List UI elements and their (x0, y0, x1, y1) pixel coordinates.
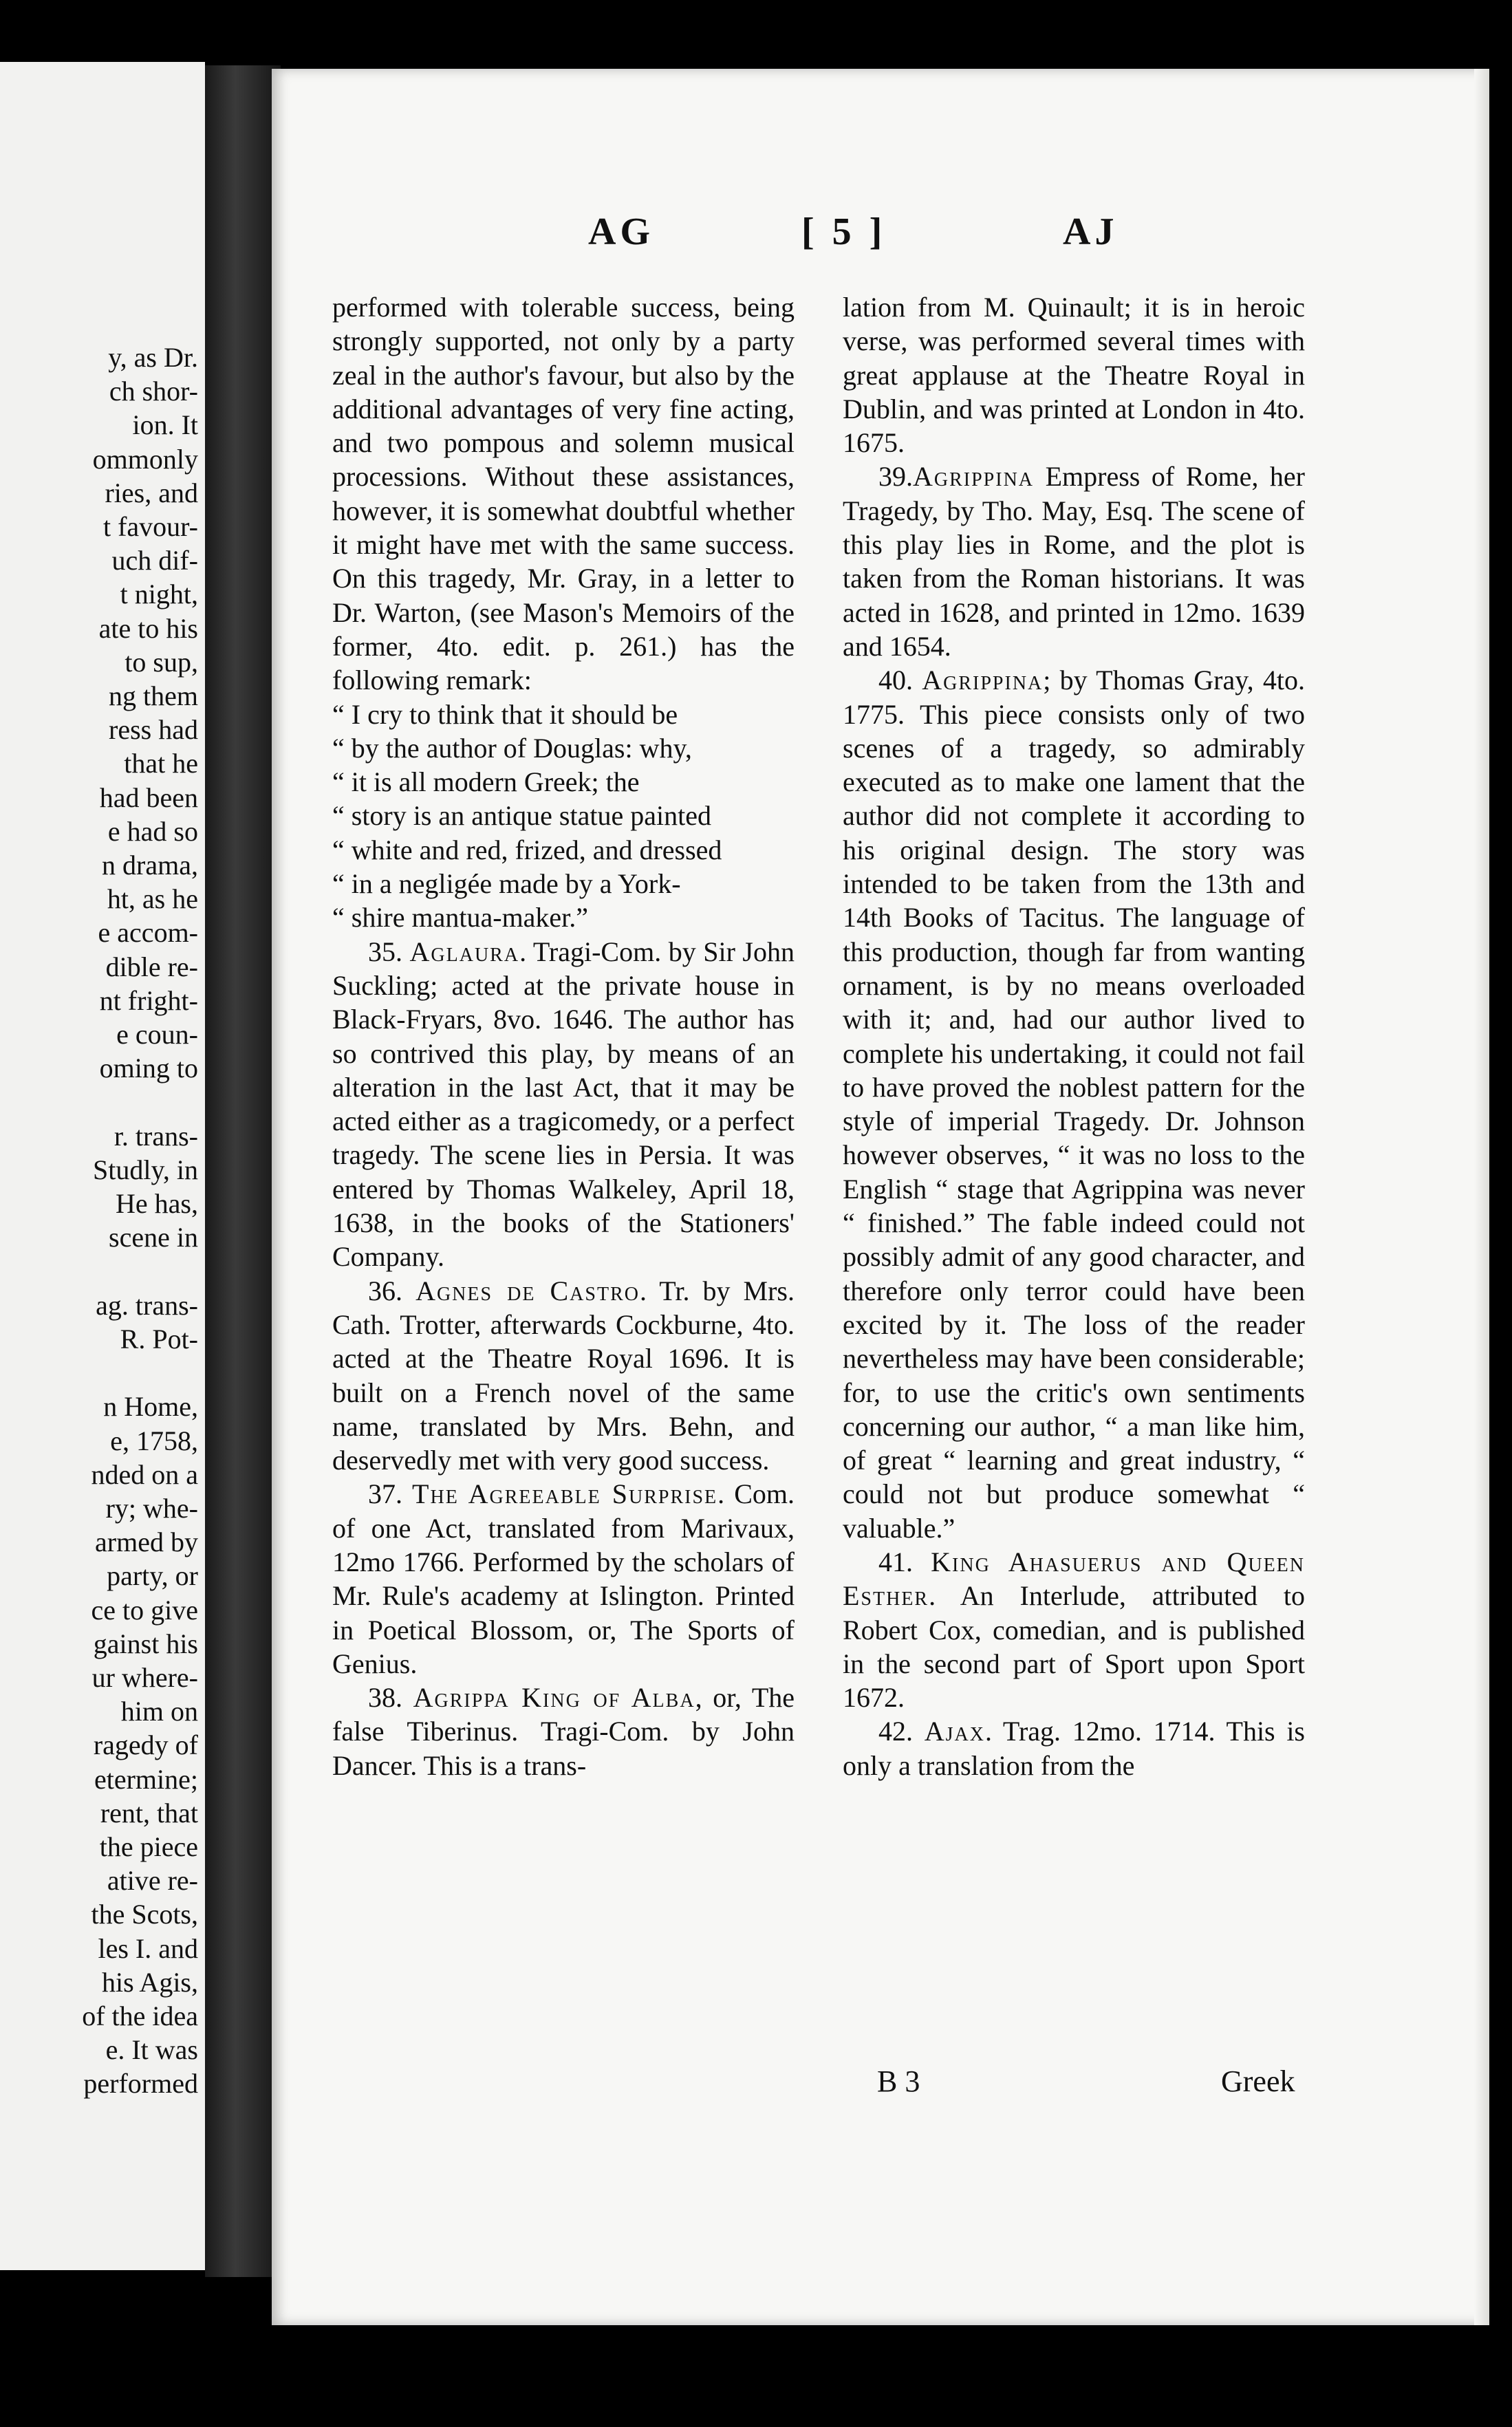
left-page-line: e coun- (116, 1019, 198, 1050)
entry-title: King Ahasuerus and Queen Esther (843, 1546, 1305, 1612)
left-page-line: his Agis, (101, 1966, 198, 1998)
left-page-line: Studly, in (93, 1154, 198, 1185)
page-edge (1474, 69, 1489, 2325)
left-page-line: ion. It (132, 409, 198, 441)
quote-line: “ in a negligée made by a York- (332, 868, 681, 900)
left-page-line: ate to his (98, 612, 198, 644)
left-page-line: les I. and (98, 1932, 198, 1964)
running-head-right: AJ (1063, 211, 1119, 253)
left-page-line: rent, that (100, 1797, 198, 1829)
book-gutter (205, 65, 281, 2277)
left-page-line: ch shor- (109, 376, 198, 407)
left-page-line: ress had (109, 714, 198, 746)
left-page-text (0, 341, 198, 2101)
quote-line: “ white and red, frized, and dressed (332, 834, 722, 865)
catchword: Greek (1221, 2064, 1295, 2098)
left-page-line: ommonly (92, 443, 198, 475)
entry-40: 40. Agrippina; by Thomas Gray, 4to. 1775. This piece consists only of two scenes of a tragedy, so admirably executed as to make one lament that the author did not complete it according to his original design. The story was intended to be taken from the 13th and 14th Books of Tacitus. The language of this production, though far from wanting ornament, is by no means overloaded with it; and, had our author lived to complete his undertaking, it could not fail to have proved the noblest pattern for the style of imperial Tragedy. Dr. Johnson however observes, “ it was no loss to the English “ stage that Agrippina was never “ finished.” The fable indeed could not possibly admit of any good character, and therefore only terror could have been excited by it. The loss of the reader nevertheless may have been considerable; for, to use the critic's own sentiments concerning our author, “ a man like him, of great “ learning and great industry, “ could not but produce somewhat “ valuable.” (843, 665, 1306, 1544)
entry-36: 36. Agnes de Castro. Tr. by Mrs. Cath. Trotter, afterwards Cockburne, 4to. acted at the Theatre Royal 1696. It is built on a French novel of the same name, translated by Mrs. Behn, and deservedly met with very good success. (332, 1275, 795, 1476)
entry-35: 35. Aglaura. Tragi-Com. by Sir John Suckling; acted at the private house in Black-Fryars, 8vo. 1646. The author has so contrived this play, by means of an alteration in the last Act, that it may be acted either as a tragicomedy, or a perfect tragedy. The scene lies in Persia. It was entered by Thomas Walkeley, April 18, 1638, in the books of the Stationers' Company. (332, 936, 795, 1273)
left-page-line: etermine; (94, 1763, 198, 1795)
left-page-line: R. Pot- (120, 1323, 198, 1355)
left-page-line: n drama, (102, 850, 198, 881)
quote-line: “ it is all modern Greek; the (332, 766, 640, 798)
quote-line: “ by the author of Douglas: why, (332, 732, 692, 764)
left-page-line: of the idea (82, 2000, 198, 2031)
entry-title: The Agreeable Surprise (412, 1478, 718, 1510)
left-page-line: the Scots, (91, 1899, 198, 1930)
entry-38: 38. Agrippa King of Alba, or, The false Tiberinus. Tragi-Com. by John Dancer. This is a trans- (332, 1682, 795, 1781)
quote-line: “ story is an antique statue painted (332, 800, 711, 832)
left-page-line: ry; whe- (105, 1492, 198, 1524)
quote-line: “ shire mantua-maker.” (332, 902, 589, 934)
left-page-line: performed (83, 2068, 198, 2100)
paragraph-continued: lation from M. Quinault; it is in heroic verse, was performed several times with great applause at the Theatre Royal in Dublin, and was printed at London in 4to. 1675. (843, 292, 1305, 459)
left-page-line (0, 1254, 198, 1288)
quote-line: “ I cry to think that it should be (332, 698, 678, 730)
left-page-line: nt fright- (99, 984, 198, 1016)
left-page-line: He has, (116, 1188, 198, 1220)
paragraph-continued: performed with tolerable success, being strongly supported, not only by a party zeal in the author's favour, but also by the additional advantages of very fine acting, and two pompous and solemn musical processions. Without these assistances, however, it is somewhat doubtful whether it might have met with the same success. On this tragedy, Mr. Gray, in a letter to Dr. Warton, (see Mason's Memoirs of the former, 4to. edit. p. 261.) has the following remark: (332, 292, 795, 696)
entry-title: Agrippa King of Alba (413, 1682, 695, 1714)
entry-37: 37. The Agreeable Surprise. Com. of one Act, translated from Marivaux, 12mo 1766. Performed by the scholars of Mr. Rule's academy at Islington. Printed in Poetical Blossom, or, The Sports of Genius. (332, 1478, 795, 1679)
entry-title: Agnes de Castro (415, 1275, 640, 1306)
left-page-line: him on (120, 1696, 198, 1727)
left-page-line: e, 1758, (110, 1425, 198, 1456)
left-page-line: t night, (120, 579, 198, 610)
left-page-line: ng them (109, 680, 198, 712)
entry-title: Ajax (924, 1716, 985, 1747)
right-column (843, 290, 1305, 1782)
left-page-line: uch dif- (111, 545, 198, 576)
left-page-line: party, or (107, 1560, 198, 1592)
left-page-line: e. It was (105, 2034, 198, 2066)
entry-title: Agrippina (913, 461, 1035, 493)
left-page-line: ries, and (105, 477, 198, 508)
left-page-line: the piece (99, 1831, 198, 1862)
left-page-line: dible re- (105, 951, 198, 982)
left-page-line: ce to give (91, 1594, 198, 1626)
left-page-line: ht, as he (107, 883, 198, 915)
left-page-line: ag. trans- (96, 1289, 198, 1321)
left-page-line: y, as Dr. (108, 342, 198, 373)
left-page-line: scene in (109, 1222, 198, 1253)
left-page-line (0, 1356, 198, 1390)
left-page-line: ative re- (107, 1865, 198, 1897)
running-head-left: AG (588, 211, 654, 253)
left-page-line: e accom- (98, 917, 198, 949)
entry-title: Agrippina (922, 665, 1044, 696)
left-page-line: t favour- (102, 511, 198, 543)
left-page-line: e had so (107, 815, 198, 847)
page-number: [ 5 ] (801, 211, 887, 253)
left-page-line: had been (99, 781, 198, 813)
left-page-line: that he (124, 748, 198, 779)
entry-39: 39.Agrippina Empress of Rome, her Tragedy, by Tho. May, Esq. The scene of this play lies in Rome, and the plot is taken from the Roman historians. It was acted in 1628, and printed in 12mo. 1639 and 1654. (843, 461, 1305, 662)
left-page-line: gainst his (93, 1628, 198, 1659)
left-page-line: armed by (95, 1527, 198, 1558)
entry-title: Aglaura (409, 936, 520, 967)
left-page-line: n Home, (103, 1391, 198, 1423)
left-column (332, 290, 795, 1782)
left-page-line: ur where- (91, 1661, 198, 1693)
signature-mark: B 3 (877, 2064, 920, 2098)
left-page-line: to sup, (125, 646, 198, 678)
left-page-line: nded on a (91, 1458, 198, 1490)
left-facing-page (0, 62, 205, 2270)
left-page-line (0, 1085, 198, 1119)
main-page (272, 69, 1489, 2325)
left-page-line: ragedy of (93, 1729, 198, 1761)
entry-41: 41. King Ahasuerus and Queen Esther. An Interlude, attributed to Robert Cox, comedian, and is published in the second part of Sport upon Sport 1672. (843, 1546, 1305, 1714)
left-page-line: oming to (99, 1053, 198, 1084)
left-page-line: r. trans- (114, 1120, 198, 1152)
entry-42: 42. Ajax. Trag. 12mo. 1714. This is only a translation from the (843, 1716, 1306, 1781)
